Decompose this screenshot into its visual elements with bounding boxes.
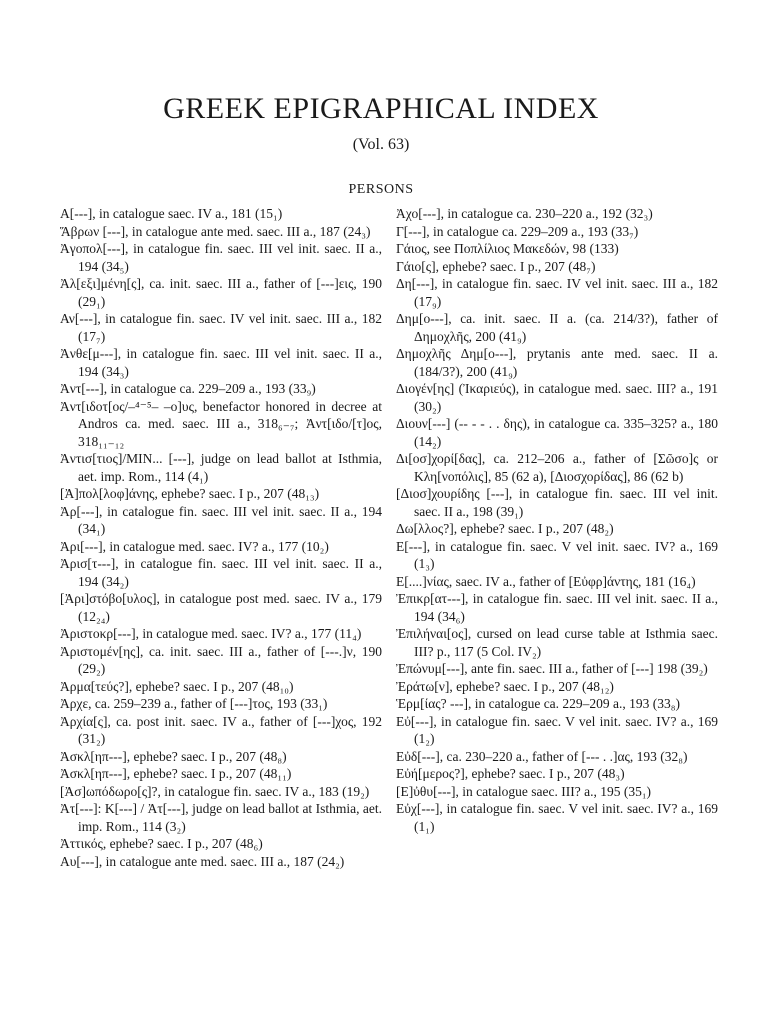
index-entry: Ἀντισ[τιος]/MIN... [---], judge on lead ballot at Isthmia, aet. imp. Rom., 114 (4₁) — [60, 451, 382, 484]
index-entry: Ἀντ[ιδοτ[ος/–⁴⁻⁵– –ο]υς, benefactor honored in decree at Andros ca. med. saec. III a., 318₆₋₇; Ἀντ[ιδο/[τ]ος, 318₁₁₋₁₂ — [60, 398, 382, 449]
index-entry: [Ἀσ]ωπόδωρο[ς]?, in catalogue fin. saec. IV a., 183 (19₂) — [60, 783, 370, 799]
index-entry: Δη[---], in catalogue fin. saec. IV vel init. saec. III a., 182 (17₉) — [396, 276, 718, 309]
index-entry: Α[---], in catalogue saec. IV a., 181 (15₁) — [60, 206, 283, 221]
page-title: GREEK EPIGRAPHICAL INDEX — [163, 92, 599, 125]
index-entry: [Διοσ]χουρίδης [---], in catalogue fin. saec. III vel init. saec. II a., 198 (39₁) — [396, 486, 718, 519]
index-entry: Ἀγοπολ[---], in catalogue fin. saec. III vel init. saec. II a., 194 (34₅) — [60, 241, 382, 274]
index-entry: [Ε]ὐθυ[---], in catalogue saec. III? a., 195 (35₁) — [396, 783, 652, 799]
index-entry: Γάιο[ς], ephebe? saec. I p., 207 (48₇) — [396, 258, 596, 274]
section-heading: PERSONS — [348, 182, 414, 197]
index-entry: Ἀρχία[ς], ca. post init. saec. IV a., father of [---]χος, 192 (31₂) — [60, 713, 382, 746]
index-entry: Αυ[---], in catalogue ante med. saec. III a., 187 (24₂) — [60, 853, 345, 869]
index-entry: Ἀρ[---], in catalogue fin. saec. III vel init. saec. II a., 194 (34₁) — [60, 503, 382, 536]
index-entry: Ἀριστοκρ[---], in catalogue med. saec. IV? a., 177 (11₄) — [60, 626, 362, 641]
index-entry: Δημ[ο---], ca. init. saec. II a. (ca. 214/3?), father of Δημοχλῆς, 200 (41₉) — [396, 311, 718, 344]
index-entry: Εὐή[μερος?], ephebe? saec. I p., 207 (48₃) — [396, 766, 625, 781]
index-entry: Ἀχο[---], in catalogue ca. 230–220 a., 192 (32₃) — [396, 206, 653, 221]
index-entry: Αν[---], in catalogue fin. saec. IV vel init. saec. III a., 182 (17₇) — [60, 311, 382, 344]
index-entry: Ἀττικός, ephebe? saec. I p., 207 (48₆) — [60, 836, 263, 851]
index-column-right — [396, 205, 718, 835]
index-entry: [Ἀρι]στόβο[υλος], in catalogue post med. saec. IV a., 179 (12₂₄) — [60, 591, 382, 624]
index-entry: Ε[....]νίας, saec. IV a., father of [Εὐφρ]άντης, 181 (16₄) — [396, 573, 696, 589]
index-entry: [Ἀ]πολ[λοφ]άνης, ephebe? saec. I p., 207 (48₁₃) — [60, 486, 320, 501]
index-entry: Ἅβρων [---], in catalogue ante med. saec. III a., 187 (24₃) — [60, 223, 371, 239]
index-entry: Διογέν[ης] (Ἰκαριεύς), in catalogue med. saec. III? a., 191 (30₂) — [396, 381, 718, 414]
index-entry: Εὐδ[---], ca. 230–220 a., father of [--- . .]ας, 193 (32₈) — [396, 748, 688, 764]
index-entry: Δω[λλος?], ephebe? saec. I p., 207 (48₂) — [396, 521, 614, 536]
index-entry: Γ[---], in catalogue ca. 229–209 a., 193 (33₇) — [396, 223, 639, 239]
index-entry: Ἀρι[---], in catalogue med. saec. IV? a., 177 (10₂) — [60, 538, 329, 554]
index-entry: Ἑρμ[ίας? ---], in catalogue ca. 229–209 a., 193 (33₈) — [396, 696, 680, 711]
index-entry: Ἀρμα[τεύς?], ephebe? saec. I p., 207 (48₁₀) — [60, 678, 294, 694]
volume-label: (Vol. 63) — [352, 136, 410, 153]
index-entry: Δημοχλῆς Δημ[ο---], prytanis ante med. saec. II a. (184/3?), 200 (41₉) — [396, 346, 718, 379]
index-entry: Ἐράτω[ν], ephebe? saec. I p., 207 (48₁₂) — [396, 678, 614, 694]
index-entry: Ἀνθε[μ---], in catalogue fin. saec. III vel init. saec. II a., 194 (34₃) — [60, 346, 382, 379]
index-entry: Ἀντ[---], in catalogue ca. 229–209 a., 193 (33₉) — [60, 381, 316, 396]
index-entry: Εὐχ[---], in catalogue fin. saec. V vel init. saec. IV? a., 169 (1₁) — [396, 801, 718, 834]
index-entry: Ἀρισ[τ---], in catalogue fin. saec. III vel init. saec. II a., 194 (34₂) — [60, 556, 382, 589]
index-column-left — [60, 205, 382, 870]
index-entry: Ἀσκλ[ηπ---], ephebe? saec. I p., 207 (48₁₁) — [60, 766, 292, 781]
index-entry: Δι[οσ]χορί[δας], ca. 212–206 a., father of [Σῶσο]ς or Κλη[νοπόλις], 85 (62 a), [Διοσχορίδας], 86 (62 b) — [396, 451, 718, 484]
index-entry: Ἀριστομέν[ης], ca. init. saec. III a., father of [---.]ν, 190 (29₂) — [60, 643, 382, 676]
index-entry: Ἀλ[εξι]μένη[ς], ca. init. saec. III a., father of [---]εις, 190 (29₁) — [60, 276, 382, 309]
index-entry: Διουν[---] (-- - - . . δης), in catalogue ca. 335–325? a., 180 (14₂) — [396, 416, 718, 449]
index-entry: Γάιος, see Ποπλίλιος Μακεδών, 98 (133) — [396, 241, 619, 256]
index-entry: Ἐπώνυμ[---], ante fin. saec. III a., father of [---] 198 (39₂) — [396, 661, 708, 676]
index-entry: Ε[---], in catalogue fin. saec. V vel init. saec. IV? a., 169 (1₃) — [396, 538, 718, 571]
index-entry: Ἀσκλ[ηπ---], ephebe? saec. I p., 207 (48₈) — [60, 748, 287, 764]
index-entry: Ἀτ[---]: Κ[---] / Ἀτ[---], judge on lead ballot at Isthmia, aet. imp. Rom., 114 (3₂) — [60, 801, 382, 834]
index-entry: Ἐπιλήναι[ος], cursed on lead curse table at Isthmia saec. III? p., 117 (5 Col. IV₂) — [396, 626, 718, 659]
index-entry: Εὐ[---], in catalogue fin. saec. V vel init. saec. IV? a., 169 (1₂) — [396, 713, 718, 746]
index-entry: Ἀρχε, ca. 259–239 a., father of [---]τος, 193 (33₁) — [60, 696, 328, 711]
index-entry: Ἐπικρ[ατ---], in catalogue fin. saec. III vel init. saec. II a., 194 (34₆) — [396, 591, 718, 624]
